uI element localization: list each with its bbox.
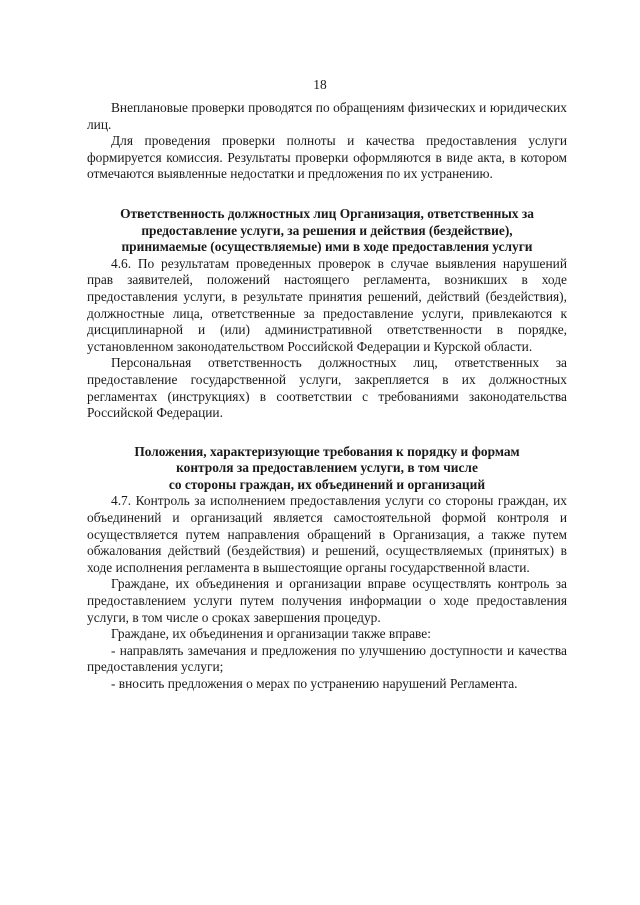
heading-line: Положения, характеризующие требования к порядку и формам [134, 443, 520, 459]
paragraph-personal-responsibility: Персональная ответственность должностных лиц, ответственных за предоставление государственной услуги, закрепляется в их должностных регламентах (инструкциях) в соответствии с требованиями законодательства Российской Федерации. [87, 355, 567, 421]
paragraph-unscheduled-inspections: Внеплановые проверки проводятся по обращениям физических и юридических лиц. [87, 100, 567, 132]
heading-line: контроля за предоставлением услуги, в том числе [176, 460, 478, 476]
paragraph-inspection-commission: Для проведения проверки полноты и качества предоставления услуги формируется комиссия. Результаты проверки оформляются в виде акта, в котором отмечаются выявленные недостатки и предложения по их устранению. [87, 133, 567, 182]
list-item-proposals: - вносить предложения о мерах по устранению нарушений Регламента. [111, 676, 518, 691]
section-heading-control-requirements [87, 444, 567, 494]
paragraph-4-7: 4.7. Контроль за исполнением предоставления услуги со стороны граждан, их объединений и организаций является самостоятельной формой контроля и осуществляется путем направления обращений в Организация, а также путем обжалования действий (бездействия) и решений, осуществляемых (принятых) в ходе исполнения регламента в вышестоящие органы государственной власти. [87, 493, 567, 575]
heading-line: со стороны граждан, их объединений и организаций [168, 476, 486, 492]
section-heading-responsibility [87, 206, 567, 256]
heading-line: предоставление услуги, за решения и действия (бездействие), [141, 222, 513, 238]
page-number: 18 [313, 77, 327, 92]
paragraph-4-6: 4.6. По результатам проведенных проверок в случае выявления нарушений прав заявителей, положений настоящего регламента, возникших в ходе предоставления услуги, в результате принятия решений, действий (бездействия), должностные лица, ответственные за предоставление услуги, привлекаются к дисциплинарной и (или) административной ответственности в порядке, установленном законодательством Российской Федерации и Курской области. [87, 255, 567, 354]
list-item-comments: - направлять замечания и предложения по улучшению доступности и качества предоставления услуги; [87, 642, 567, 675]
document-body [87, 100, 567, 693]
heading-line: принимаемые (осуществляемые) ими в ходе предоставления услуги [121, 239, 533, 255]
paragraph-citizens-rights-intro: Граждане, их объединения и организации также вправе: [111, 626, 431, 642]
heading-line: Ответственность должностных лиц Организация, ответственных за [120, 205, 534, 221]
paragraph-citizens-control: Граждане, их объединения и организации вправе осуществлять контроль за предоставлением услуги путем получения информации о ходе предоставления услуги, в том числе о сроках завершения процедур. [87, 576, 567, 625]
